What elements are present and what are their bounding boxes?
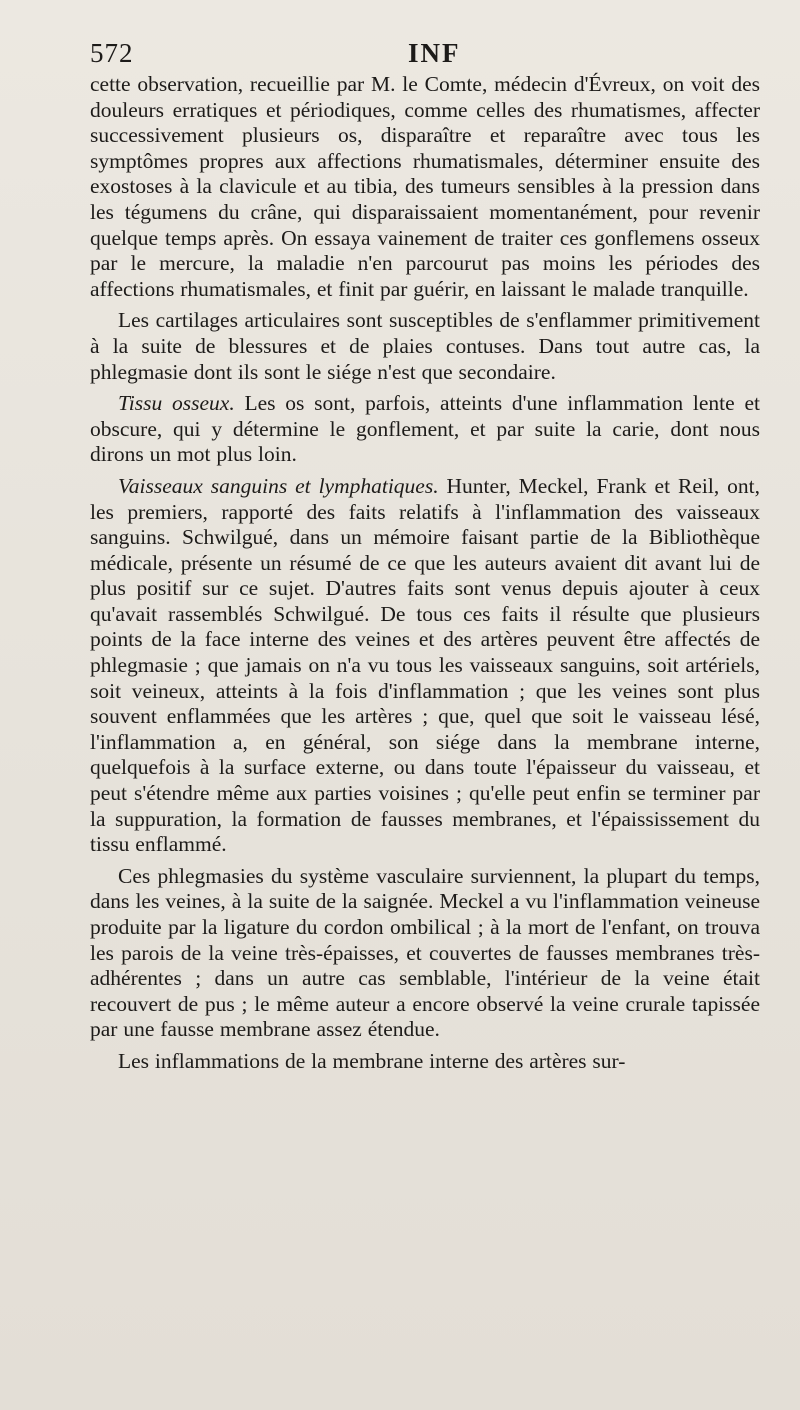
paragraph-text: Ces phlegmasies du système vasculaire surviennent, la plupart du temps, dans les veines, à la suite de la saignée. Meckel a vu l'inflammation veineuse produite par la ligature du cordon ombilical ; à la mort de l'enfant, on trouva les parois de la veine très-épaisses, et couvertes de fausses membranes très-adhérentes ; dans un autre cas semblable, l'intérieur de la veine était recouvert de pus ; le même auteur a encore observé la veine crurale tapissée par une fausse membrane assez étendue. xyxy=(90,863,760,1042)
paragraph-cartilages xyxy=(90,308,760,385)
section-lead-italic: Tissu osseux. xyxy=(118,391,235,416)
paragraph-text: Hunter, Meckel, Frank et Reil, ont, les premiers, rapporté des faits relatifs à l'inflammation des vaisseaux sanguins. Schwilgué, dans un mémoire faisant partie de la Bibliothèque médicale, présente un résumé de ce que les auteurs avaient dit avant lui de plus positif sur ce sujet. D'autres faits sont venus depuis ajouter à ceux qu'avait rassemblés Schwilgué. De tous ces faits il résulte que plusieurs points de la face interne des veines et des artères peuvent être affectés de phlegmasie ; que jamais on n'a vu tous les vaisseaux sanguins, soit artériels, soit veineux, atteints à la fois d'inflammation ; que les veines sont plus souvent enflammées que les artères ; que, quel que soit le vaisseau lésé, l'inflammation a, en général, son siége dans la membrane interne, quelquefois à la surface externe, ou dans toute l'épaisseur du vaisseau, et peut s'étendre même aux parties voisines ; qu'elle peut enfin se terminer par la suppuration, la formation de fausses membranes, et l'épaississement du tissu enflammé. xyxy=(90,473,760,857)
running-head: INF xyxy=(408,38,461,68)
paragraph-tissu-osseux xyxy=(90,391,760,468)
paragraph-text: Les os sont, parfois, atteints d'une inflammation lente et obscure, qui y détermine le gonflement, et par suite la carie, dont nous dirons un mot plus loin. xyxy=(90,391,760,467)
paragraph-text: cette observation, recueillie par M. le Comte, médecin d'Évreux, on voit des douleurs erratiques et périodiques, comme celles des rhumatismes, affecter successivement plusieurs os, disparaître et reparaître avec tous les symptômes propres aux affections rhumatismales, déterminer ensuite des exostoses à la clavicule et au tibia, des tumeurs sensibles à la pression dans les tégumens du crâne, qui disparaissaient momentanément, pour revenir quelque temps après. On essaya vainement de traiter ces gonflemens osseux par le mercure, la maladie n'en parcourut pas moins les périodes des affections rhumatismales, et finit par guérir, en laissant le malade tranquille. xyxy=(90,72,760,301)
paragraph-phlegmasies xyxy=(90,864,760,1043)
page-number: 572 xyxy=(90,38,134,68)
paragraph-inflammations xyxy=(90,1049,760,1075)
paragraph-continuation xyxy=(90,72,760,302)
body-text xyxy=(90,72,760,1081)
section-lead-italic: Vaisseaux sanguins et lymphatiques. xyxy=(118,473,439,498)
paragraph-text: Les inflammations de la membrane interne des artères sur- xyxy=(118,1048,626,1073)
paragraph-vaisseaux xyxy=(90,474,760,858)
paragraph-text: Les cartilages articulaires sont susceptibles de s'enflammer primitivement à la suite de blessures et de plaies contuses. Dans tout autre cas, la phlegmasie dont ils sont le siége n'est que secondaire. xyxy=(90,308,760,384)
